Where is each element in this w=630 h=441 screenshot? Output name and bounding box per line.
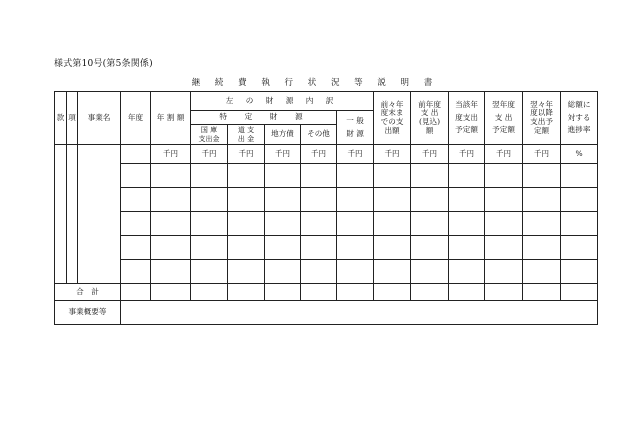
data-row	[55, 188, 598, 212]
header-prefecture: 道 支 出 金	[228, 125, 265, 145]
unit-annual-amount: 千円	[151, 145, 191, 164]
header-kou: 項	[67, 92, 78, 145]
header-current-planned: 当該年 度支出 予定額	[449, 92, 485, 145]
document-title: 継 続 費 執 行 状 況 等 説 明 書	[191, 78, 439, 88]
unit-prev-spending: 千円	[411, 145, 449, 164]
header-prev-spending: 前年度 支 出 (見込) 額	[411, 92, 449, 145]
data-row	[55, 260, 598, 284]
header-local-bonds: 地方債	[265, 125, 301, 145]
header-funding-breakdown: 左 の 財 源 内 訳	[191, 92, 374, 111]
unit-next-planned: 千円	[485, 145, 523, 164]
unit-row	[55, 145, 598, 164]
total-row	[55, 284, 598, 301]
summary-label: 事業概要等	[55, 301, 121, 325]
data-row	[55, 236, 598, 260]
header-next-planned: 翌年度 支 出 予定額	[485, 92, 523, 145]
cell-project-name	[78, 145, 121, 284]
form-number: 様式第10号(第5条関係)	[54, 59, 153, 69]
total-label: 合 計	[55, 284, 121, 301]
unit-progress-rate: %	[561, 145, 598, 164]
header-annual-amount: 年 割 額	[151, 92, 191, 145]
header-project-name: 事業名	[78, 92, 121, 145]
unit-pre-prev-spending: 千円	[374, 145, 411, 164]
unit-prefecture: 千円	[228, 145, 265, 164]
header-progress-rate: 総額に 対する 進捗率	[561, 92, 598, 145]
summary-content	[121, 301, 598, 325]
unit-national-treasury: 千円	[191, 145, 228, 164]
cell-kou	[67, 145, 78, 284]
header-national-treasury: 国 庫 支出金	[191, 125, 228, 145]
unit-after-next-planned: 千円	[523, 145, 561, 164]
header-other: その他	[301, 125, 337, 145]
header-pre-prev-spending: 前々年 度末ま での支 出額	[374, 92, 411, 145]
unit-other: 千円	[301, 145, 337, 164]
header-row-1	[55, 92, 598, 111]
data-row	[55, 164, 598, 188]
summary-row	[55, 301, 598, 325]
continuing-expenses-table	[54, 91, 598, 325]
cell-ko	[55, 145, 67, 284]
header-fiscal-year: 年度	[121, 92, 151, 145]
header-specific-funds: 特 定 財 源	[191, 111, 337, 125]
header-ko: 款	[55, 92, 67, 145]
header-after-next-planned: 翌々年 度以降 支出予 定額	[523, 92, 561, 145]
header-general-funds: 一 般 財 源	[337, 111, 374, 145]
data-row	[55, 212, 598, 236]
unit-local-bonds: 千円	[265, 145, 301, 164]
unit-general-funds: 千円	[337, 145, 374, 164]
cell	[121, 145, 151, 164]
unit-current-planned: 千円	[449, 145, 485, 164]
